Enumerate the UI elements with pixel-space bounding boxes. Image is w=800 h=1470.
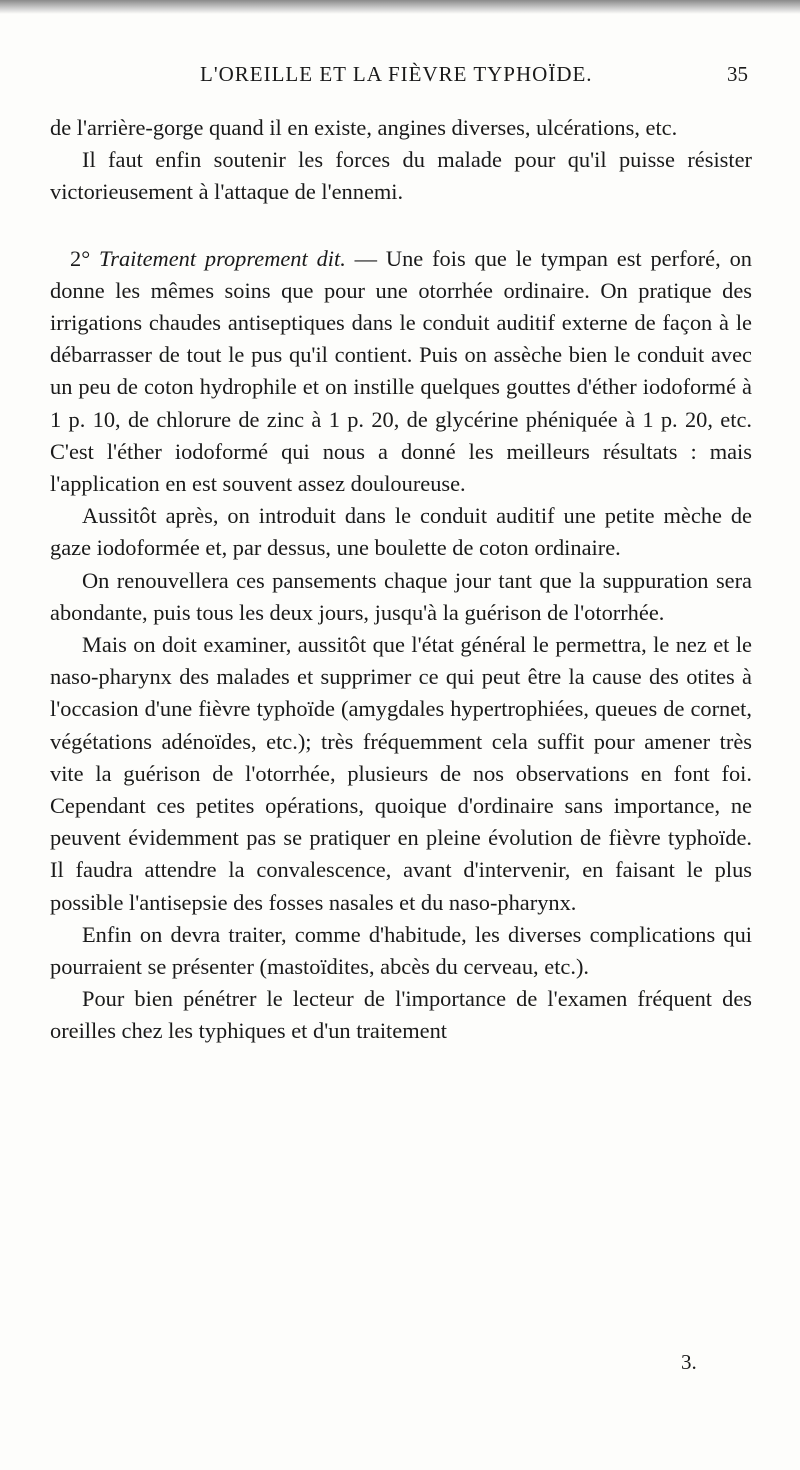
page-number: 35 — [727, 62, 748, 86]
scan-top-edge — [0, 0, 800, 14]
paragraph: Pour bien pénétrer le lecteur de l'importance de l'examen fréquent des oreilles chez les typhiques et d'un traitement — [50, 986, 752, 1044]
body-text — [50, 112, 752, 1048]
paragraph: Enfin on devra traiter, comme d'habitude, les diverses complications qui pourraient se présenter (mastoïdites, abcès du cerveau, etc.). — [50, 921, 752, 980]
running-title: L'OREILLE ET LA FIÈVRE TYPHOÏDE. — [200, 62, 593, 86]
paragraph: Il faut enfin soutenir les forces du malade pour qu'il puisse résister victorieusement à l'attaque de l'ennemi. — [50, 147, 752, 205]
signature-mark: 3. — [681, 1350, 697, 1374]
paragraph: Aussitôt après, on introduit dans le conduit auditif une petite mèche de gaze iodoformée et, par dessus, une boulette de coton ordinaire. — [50, 503, 752, 561]
running-head — [0, 62, 800, 92]
section-paragraph — [50, 243, 752, 501]
paragraph: Mais on doit examiner, aussitôt que l'état général le permettra, le nez et le naso-pharynx des malades et supprimer ce qui peut être la cause des otites à l'occasion d'une fièvre typhoïde (amygdales hypertrophiées, queues de cornet, végétations adénoïdes, etc.); très fréquemment cela suffit pour amener très vite la guérison de l'otorrhée, plusieurs de nos observations en font foi. Cependant ces petites opérations, quoique d'ordinaire sans importance, ne peuvent évidemment pas se pratiquer en pleine évolution de fièvre typhoïde. Il faudra attendre la convalescence, avant d'intervenir, en faisant le plus possible l'antisepsie des fosses nasales et du naso-pharynx. — [50, 632, 752, 915]
section-number: 2° — [70, 245, 91, 271]
section-text: — Une fois que le tympan est perforé, on donne les mêmes soins que pour une otorrhée ordinaire. On pratique des irrigations chaudes antiseptiques dans le conduit auditif externe de façon à le débarrasser de tout le pus qu'il contient. Puis on assèche bien le conduit avec un peu de coton hydrophile et on instille quelques gouttes d'éther iodoformé à 1 p. 10, de chlorure de zinc à 1 p. 20, de glycérine phéniquée à 1 p. 20, etc. C'est l'éther iodoformé qui nous a donné les meilleurs résultats : mais l'application en est souvent assez douloureuse. — [50, 245, 752, 497]
section-heading: Traitement proprement dit. — [99, 245, 346, 271]
paragraph: On renouvellera ces pansements chaque jour tant que la suppuration sera abondante, puis tous les deux jours, jusqu'à la guérison de l'otorrhée. — [50, 567, 752, 625]
paragraph-continued: de l'arrière-gorge quand il en existe, angines diverses, ulcérations, etc. — [50, 115, 678, 140]
